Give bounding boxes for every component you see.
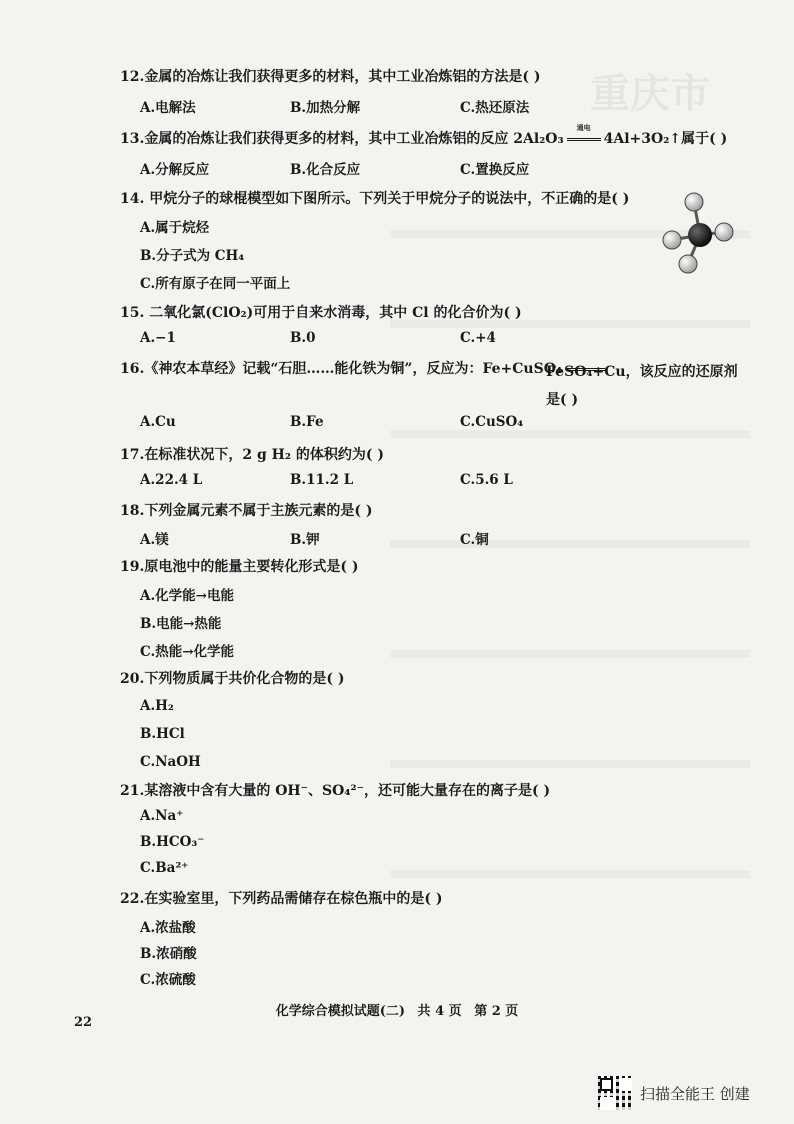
question-13-text-after: 4Al+3O₂↑属于( ): [603, 131, 728, 147]
bleed-through: [390, 870, 750, 878]
scanner-watermark: [598, 1076, 750, 1110]
question-22-option-a: A.浓盐酸: [140, 920, 196, 936]
bleed-through: 重庆市: [590, 70, 710, 117]
qr-code-icon: [598, 1076, 632, 1110]
question-18-option-b: B.钾: [290, 532, 320, 548]
question-14-option-c: C.所有原子在同一平面上: [140, 276, 291, 292]
footer-page: 第 2 页: [474, 1004, 519, 1019]
question-14-option-a: A.属于烷烃: [140, 220, 210, 236]
question-21: 21.某溶液中含有大量的 OH⁻、SO₄²⁻，还可能大量存在的离子是( ): [120, 783, 551, 799]
methane-molecule-icon: [660, 190, 740, 280]
question-22: 22.在实验室里，下列药品需储存在棕色瓶中的是( ): [120, 891, 443, 907]
question-16-option-c: C.CuSO₄: [460, 414, 524, 430]
question-20-option-a: A.H₂: [140, 698, 174, 714]
page-number: 22: [74, 1015, 93, 1030]
page-footer: [0, 1000, 794, 1019]
footer-total-pages: 共 4 页: [417, 1004, 462, 1019]
question-20-option-c: C.NaOH: [140, 754, 201, 770]
question-15-option-c: C.+4: [460, 330, 496, 346]
question-21-option-a: A.Na⁺: [140, 808, 184, 824]
question-12-option-b: B.加热分解: [290, 100, 361, 116]
reaction-condition: [564, 123, 604, 147]
question-20: 20.下列物质属于共价化合物的是( ): [120, 671, 345, 687]
footer-title: 化学综合模拟试题(二): [275, 1004, 406, 1019]
question-15: 15. 二氧化氯(ClO₂)可用于自来水消毒，其中 Cl 的化合价为( ): [120, 305, 522, 321]
bleed-through: [390, 760, 750, 768]
question-13: [120, 123, 728, 148]
question-13-text-before: 13.金属的冶炼让我们获得更多的材料，其中工业冶炼铝的反应 2Al₂O₃: [120, 131, 564, 147]
question-17-option-a: A.22.4 L: [140, 472, 203, 488]
bleed-through: [390, 540, 750, 548]
question-22-option-c: C.浓硫酸: [140, 972, 196, 988]
question-19-option-a: A.化学能→电能: [140, 588, 234, 604]
question-16-option-a: A.Cu: [140, 414, 176, 430]
question-18-option-c: C.铜: [460, 532, 489, 548]
question-22-option-b: B.浓硝酸: [140, 946, 197, 962]
question-17-option-b: B.11.2 L: [290, 472, 354, 488]
bleed-through: [390, 650, 750, 658]
question-13-option-b: B.化合反应: [290, 162, 361, 178]
question-17-option-c: C.5.6 L: [460, 472, 513, 488]
question-20-option-b: B.HCl: [140, 726, 185, 742]
question-16-option-b: B.Fe: [290, 414, 324, 430]
question-15-option-a: A.−1: [140, 330, 176, 346]
question-19-option-c: C.热能→化学能: [140, 644, 235, 660]
question-12-option-c: C.热还原法: [460, 100, 530, 116]
question-18-option-a: A.镁: [140, 532, 169, 548]
question-19-option-b: B.电能→热能: [140, 616, 222, 632]
question-16-line-1: [120, 358, 610, 378]
question-12-option-a: A.电解法: [140, 100, 196, 116]
condition-label: 通电: [576, 123, 591, 132]
question-12: 12.金属的冶炼让我们获得更多的材料，其中工业冶炼铝的方法是( ): [120, 69, 541, 85]
bleed-through: [390, 430, 750, 438]
equals-sign: [567, 138, 601, 141]
question-16-tail: FeSO₄+Cu，该反应的还原剂是( ): [546, 364, 738, 408]
question-21-option-c: C.Ba²⁺: [140, 860, 189, 876]
question-18: 18.下列金属元素不属于主族元素的是( ): [120, 503, 373, 519]
question-14-option-b: B.分子式为 CH₄: [140, 248, 245, 264]
question-17: 17.在标准状况下，2 g H₂ 的体积约为( ): [120, 447, 384, 463]
question-14: 14. 甲烷分子的球棍模型如下图所示。下列关于甲烷分子的说法中，不正确的是( ): [120, 191, 630, 207]
question-16-text-after: [546, 358, 746, 414]
question-13-option-a: A.分解反应: [140, 162, 210, 178]
question-19: 19.原电池中的能量主要转化形式是( ): [120, 559, 359, 575]
question-16-text-before: 16.《神农本草经》记载“石胆……能化铁为铜”，反应为：Fe+CuSO₄: [120, 361, 563, 377]
question-15-option-b: B.0: [290, 330, 316, 346]
question-21-option-b: B.HCO₃⁻: [140, 834, 205, 850]
question-13-option-c: C.置换反应: [460, 162, 530, 178]
watermark-text: 扫描全能王 创建: [640, 1084, 750, 1103]
